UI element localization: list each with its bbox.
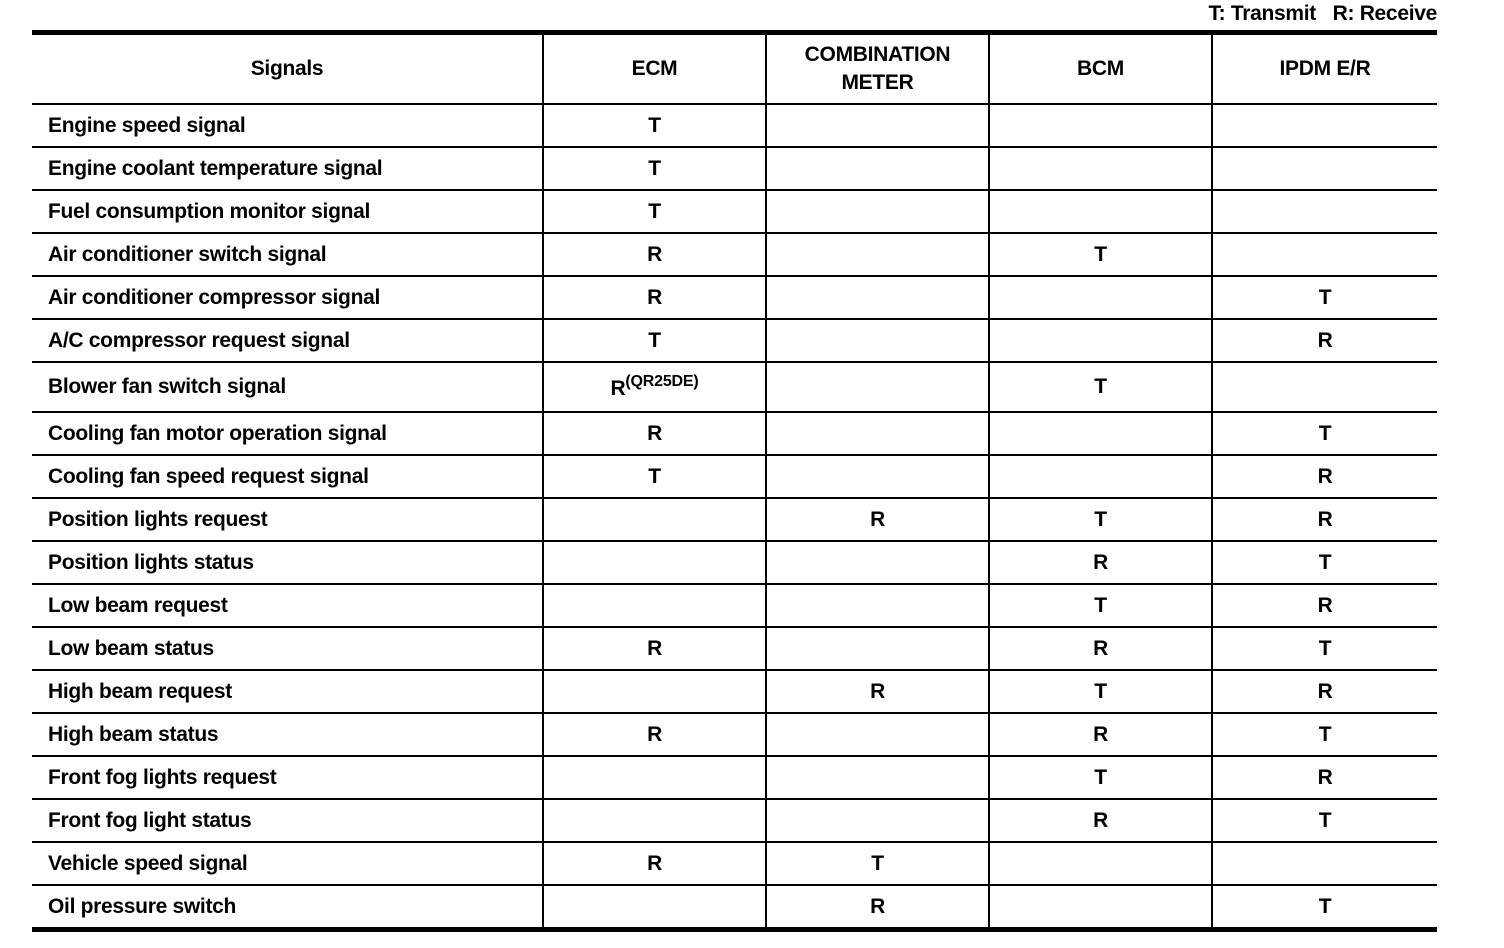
bcm-cell: T bbox=[989, 362, 1212, 412]
ipdm-cell: T bbox=[1212, 276, 1437, 319]
header-signals: Signals bbox=[32, 33, 543, 105]
signal-name-cell: Air conditioner compressor signal bbox=[32, 276, 543, 319]
combination-meter-cell bbox=[766, 190, 989, 233]
ipdm-cell: T bbox=[1212, 885, 1437, 930]
ipdm-cell: R bbox=[1212, 756, 1437, 799]
bcm-cell: T bbox=[989, 233, 1212, 276]
combination-meter-cell bbox=[766, 541, 989, 584]
transmit-receive-legend: T: Transmit R: Receive bbox=[1208, 2, 1437, 25]
ipdm-cell bbox=[1212, 147, 1437, 190]
table-row bbox=[32, 799, 1437, 842]
ipdm-cell: R bbox=[1212, 584, 1437, 627]
ecm-cell: T bbox=[543, 455, 766, 498]
combination-meter-cell bbox=[766, 756, 989, 799]
combination-meter-cell bbox=[766, 104, 989, 147]
table-row bbox=[32, 713, 1437, 756]
table-row bbox=[32, 670, 1437, 713]
signal-name-cell: Low beam status bbox=[32, 627, 543, 670]
signal-name-cell: Position lights status bbox=[32, 541, 543, 584]
combination-meter-cell bbox=[766, 799, 989, 842]
ipdm-cell: T bbox=[1212, 627, 1437, 670]
header-combination-meter bbox=[766, 33, 989, 105]
signal-name-cell: Front fog light status bbox=[32, 799, 543, 842]
ecm-cell bbox=[543, 756, 766, 799]
bcm-cell: T bbox=[989, 498, 1212, 541]
combination-meter-cell bbox=[766, 233, 989, 276]
bcm-cell: T bbox=[989, 670, 1212, 713]
table-row bbox=[32, 190, 1437, 233]
table-row bbox=[32, 412, 1437, 455]
table-row bbox=[32, 455, 1437, 498]
ipdm-cell bbox=[1212, 233, 1437, 276]
can-signal-table bbox=[32, 30, 1437, 932]
table-row bbox=[32, 627, 1437, 670]
ipdm-cell bbox=[1212, 842, 1437, 885]
bcm-cell bbox=[989, 412, 1212, 455]
header-ipdm: IPDM E/R bbox=[1212, 33, 1437, 105]
ipdm-cell bbox=[1212, 104, 1437, 147]
combination-meter-cell: T bbox=[766, 842, 989, 885]
signal-name-cell: Front fog lights request bbox=[32, 756, 543, 799]
ecm-cell: T bbox=[543, 104, 766, 147]
bcm-cell bbox=[989, 147, 1212, 190]
ipdm-cell: R bbox=[1212, 670, 1437, 713]
bcm-cell bbox=[989, 885, 1212, 930]
bcm-cell: R bbox=[989, 799, 1212, 842]
ecm-cell: R bbox=[543, 412, 766, 455]
ecm-cell: T bbox=[543, 190, 766, 233]
combination-meter-cell bbox=[766, 362, 989, 412]
bcm-cell bbox=[989, 276, 1212, 319]
ipdm-cell: T bbox=[1212, 799, 1437, 842]
ipdm-cell: R bbox=[1212, 498, 1437, 541]
ecm-cell: R bbox=[543, 233, 766, 276]
signal-name-cell: High beam status bbox=[32, 713, 543, 756]
header-row bbox=[32, 33, 1437, 105]
ecm-engine-note: (QR25DE) bbox=[625, 373, 699, 390]
combination-meter-cell bbox=[766, 412, 989, 455]
ecm-cell: R bbox=[543, 627, 766, 670]
ipdm-cell: R bbox=[1212, 319, 1437, 362]
ecm-cell: T bbox=[543, 319, 766, 362]
ecm-cell bbox=[543, 584, 766, 627]
signal-name-cell: Vehicle speed signal bbox=[32, 842, 543, 885]
ecm-cell: R bbox=[543, 713, 766, 756]
ecm-cell bbox=[543, 362, 766, 412]
table-row bbox=[32, 147, 1437, 190]
combination-meter-cell bbox=[766, 319, 989, 362]
table-row bbox=[32, 233, 1437, 276]
ecm-cell bbox=[543, 541, 766, 584]
combination-meter-cell bbox=[766, 147, 989, 190]
combination-meter-cell bbox=[766, 584, 989, 627]
ecm-value: R bbox=[610, 377, 626, 400]
table-row bbox=[32, 584, 1437, 627]
signal-name-cell: Blower fan switch signal bbox=[32, 362, 543, 412]
signal-name-cell: Oil pressure switch bbox=[32, 885, 543, 930]
table-row bbox=[32, 319, 1437, 362]
table-row bbox=[32, 885, 1437, 930]
table-row bbox=[32, 104, 1437, 147]
bcm-cell bbox=[989, 104, 1212, 147]
combination-meter-cell bbox=[766, 713, 989, 756]
ecm-cell bbox=[543, 670, 766, 713]
table-body bbox=[32, 104, 1437, 930]
bcm-cell bbox=[989, 455, 1212, 498]
ecm-cell bbox=[543, 498, 766, 541]
bcm-cell bbox=[989, 319, 1212, 362]
bcm-cell: R bbox=[989, 713, 1212, 756]
header-combination-meter-line1: COMBINATION bbox=[804, 43, 951, 66]
bcm-cell bbox=[989, 190, 1212, 233]
ipdm-cell bbox=[1212, 362, 1437, 412]
table-row bbox=[32, 276, 1437, 319]
header-ecm: ECM bbox=[543, 33, 766, 105]
ecm-cell bbox=[543, 799, 766, 842]
bcm-cell: T bbox=[989, 584, 1212, 627]
combination-meter-cell: R bbox=[766, 885, 989, 930]
signal-name-cell: Cooling fan speed request signal bbox=[32, 455, 543, 498]
signal-name-cell: Cooling fan motor operation signal bbox=[32, 412, 543, 455]
signal-name-cell: A/C compressor request signal bbox=[32, 319, 543, 362]
signal-name-cell: High beam request bbox=[32, 670, 543, 713]
header-bcm: BCM bbox=[989, 33, 1212, 105]
combination-meter-cell: R bbox=[766, 498, 989, 541]
ipdm-cell: T bbox=[1212, 541, 1437, 584]
signal-name-cell: Low beam request bbox=[32, 584, 543, 627]
bcm-cell: R bbox=[989, 541, 1212, 584]
ecm-cell: T bbox=[543, 147, 766, 190]
table-row bbox=[32, 756, 1437, 799]
bcm-cell: T bbox=[989, 756, 1212, 799]
ipdm-cell: T bbox=[1212, 412, 1437, 455]
combination-meter-cell bbox=[766, 627, 989, 670]
ecm-cell: R bbox=[543, 842, 766, 885]
combination-meter-cell: R bbox=[766, 670, 989, 713]
combination-meter-cell bbox=[766, 455, 989, 498]
ecm-cell: R bbox=[543, 276, 766, 319]
signal-name-cell: Air conditioner switch signal bbox=[32, 233, 543, 276]
table-row bbox=[32, 842, 1437, 885]
signal-name-cell: Fuel consumption monitor signal bbox=[32, 190, 543, 233]
ipdm-cell: R bbox=[1212, 455, 1437, 498]
bcm-cell: R bbox=[989, 627, 1212, 670]
signal-name-cell: Engine coolant temperature signal bbox=[32, 147, 543, 190]
table-row bbox=[32, 362, 1437, 412]
combination-meter-cell bbox=[766, 276, 989, 319]
table-row bbox=[32, 541, 1437, 584]
ipdm-cell: T bbox=[1212, 713, 1437, 756]
ecm-cell bbox=[543, 885, 766, 930]
signal-name-cell: Engine speed signal bbox=[32, 104, 543, 147]
bcm-cell bbox=[989, 842, 1212, 885]
ipdm-cell bbox=[1212, 190, 1437, 233]
signal-name-cell: Position lights request bbox=[32, 498, 543, 541]
table-row bbox=[32, 498, 1437, 541]
header-combination-meter-line2: METER bbox=[841, 71, 914, 94]
